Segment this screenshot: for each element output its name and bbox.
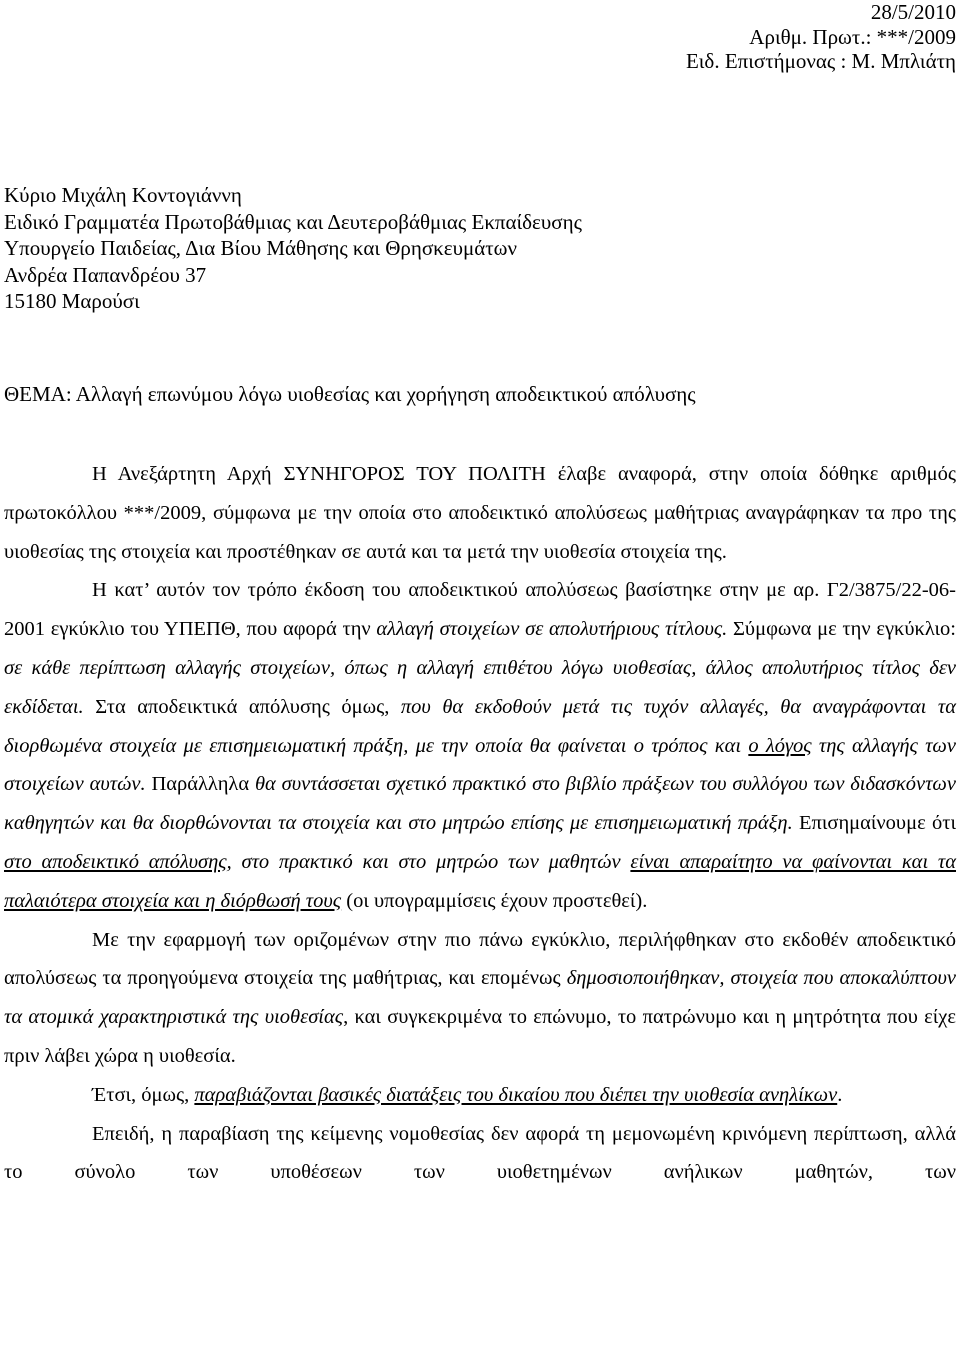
italic-span: αλλαγή στοιχείων σε απολυτήριους τίτλους. <box>376 618 728 641</box>
paragraph-2 <box>4 571 956 920</box>
italic-span: θα συντάσσεται σχετικό πρακτικό στο βιβλίο πράξεων του συλλόγου των διδασκόντων καθηγητών και θα διορθώνονται τα στοιχεία και στο μητρώο επίσης με επισημειωματική πράξη. <box>4 773 956 835</box>
letter-header <box>686 0 956 74</box>
recipient-line: Κύριο Μιχάλη Κοντογιάννη <box>4 183 242 207</box>
paragraph-5: Επειδή, η παραβίαση της κείμενης νομοθεσίας δεν αφορά τη μεμονωμένη κρινόμενη περίπτωση, αλλά το σύνολο των υποθέσεων των υιοθετημένων ανήλικων μαθητών, των <box>4 1122 956 1184</box>
paragraph-4 <box>4 1076 956 1115</box>
letter-subject: ΘΕΜΑ: Αλλαγή επωνύμου λόγω υιοθεσίας και χορήγηση αποδεικτικού απόλυσης <box>4 382 696 406</box>
italic-span: , στο πρακτικό και στο μητρώο των μαθητών <box>226 850 631 873</box>
protocol-number: Αριθμ. Πρωτ.: ***/2009 <box>749 24 956 49</box>
scientist-name: Ειδ. Επιστήμονας : Μ. Μπλιάτη <box>685 49 956 73</box>
text-span: Στα αποδεικτικά απόλυσης όμως, <box>83 695 401 718</box>
text-span: Παράλληλα <box>145 773 255 796</box>
text-span: . <box>837 1083 843 1106</box>
recipient-line: Ειδικό Γραμματέα Πρωτοβάθμιας και Δευτεροβάθμιας Εκπαίδευσης <box>4 209 582 234</box>
text-span: Η κατ’ αυτόν τον τρόπο έκδοση του αποδεικτικού απολύσεως βασίστηκε στην με αρ. Γ2/3875/22-06-2001 εγκύκλιο του ΥΠΕΠΘ, που αφορά την <box>4 579 956 641</box>
recipient-line: Υπουργείο Παιδείας, Δια Βίου Μάθησης και Θρησκευμάτων <box>4 236 517 260</box>
italic-span: που θα εκδοθούν μετά τις τυχόν αλλαγές, θα αναγράφονται τα διορθωμένα στοιχεία με επισημειωματική πράξη, με την οποία θα φαίνεται ο τρόπος και <box>4 695 956 757</box>
italic-span: σε κάθε περίπτωση αλλαγής στοιχείων, όπως η αλλαγή επιθέτου λόγω υιοθεσίας, άλλος απολυτήριος τίτλος δεν εκδίδεται. <box>4 656 956 718</box>
italic-span: δημοσιοποιήθηκαν, στοιχεία που αποκαλύπτουν τα ατομικά χαρακτηριστικά της υιοθεσίας <box>4 967 957 1029</box>
underlined-italic-span: στο αποδεικτικό απόλυσης <box>4 850 227 873</box>
letter-date: 28/5/2010 <box>870 0 956 24</box>
underlined-italic-span: είναι απαραίτητο να φαίνονται και τα παλαιότερα στοιχεία και η διόρθωσή τους <box>4 850 956 912</box>
recipient-line: Ανδρέα Παπανδρέου 37 <box>4 262 207 287</box>
underlined-italic-span: παραβιάζονται βασικές διατάξεις του δικαίου που διέπει την υιοθεσία ανηλίκων <box>194 1083 838 1106</box>
paragraph-1: Η Ανεξάρτητη Αρχή ΣΥΝΗΓΟΡΟΣ ΤΟΥ ΠΟΛΙΤΗ έλαβε αναφορά, στην οποία δόθηκε αριθμός πρωτοκόλλου ***/2009, σύμφωνα με την οποία στο αποδεικτικό απολύσεως μαθήτριας αναγράφηκαν τα προ της υιοθεσίας της στοιχεία και προστέθηκαν σε αυτά και τα μετά την υιοθεσία στοιχεία της. <box>4 463 956 563</box>
text-span: (οι υπογραμμίσεις έχουν προστεθεί). <box>341 889 648 912</box>
underlined-italic-span: ο λόγος <box>748 734 812 757</box>
paragraph-3 <box>4 921 956 1076</box>
text-span: , και συγκεκριμένα το επώνυμο, το πατρώνυμο και η μητρότητα που είχε πριν λάβει χώρα η υιοθεσία. <box>4 1006 956 1067</box>
text-span: Επισημαίνουμε ότι <box>792 812 956 835</box>
text-span: Σύμφωνα με την εγκύκλιο: <box>727 618 956 641</box>
text-span: Έτσι, όμως, <box>92 1083 195 1106</box>
letter-body <box>4 455 956 1192</box>
recipient-address <box>4 182 582 315</box>
italic-span: της αλλαγής των στοιχείων αυτών. <box>4 734 956 796</box>
text-span: Με την εφαρμογή των οριζομένων στην πιο πάνω εγκύκλιο, περιλήφθηκαν στο εκδοθέν αποδεικτικό απολύσεως τα προηγούμενα στοιχεία της μαθήτριας, και επομένως <box>4 928 956 990</box>
recipient-line: 15180 Μαρούσι <box>4 289 140 313</box>
